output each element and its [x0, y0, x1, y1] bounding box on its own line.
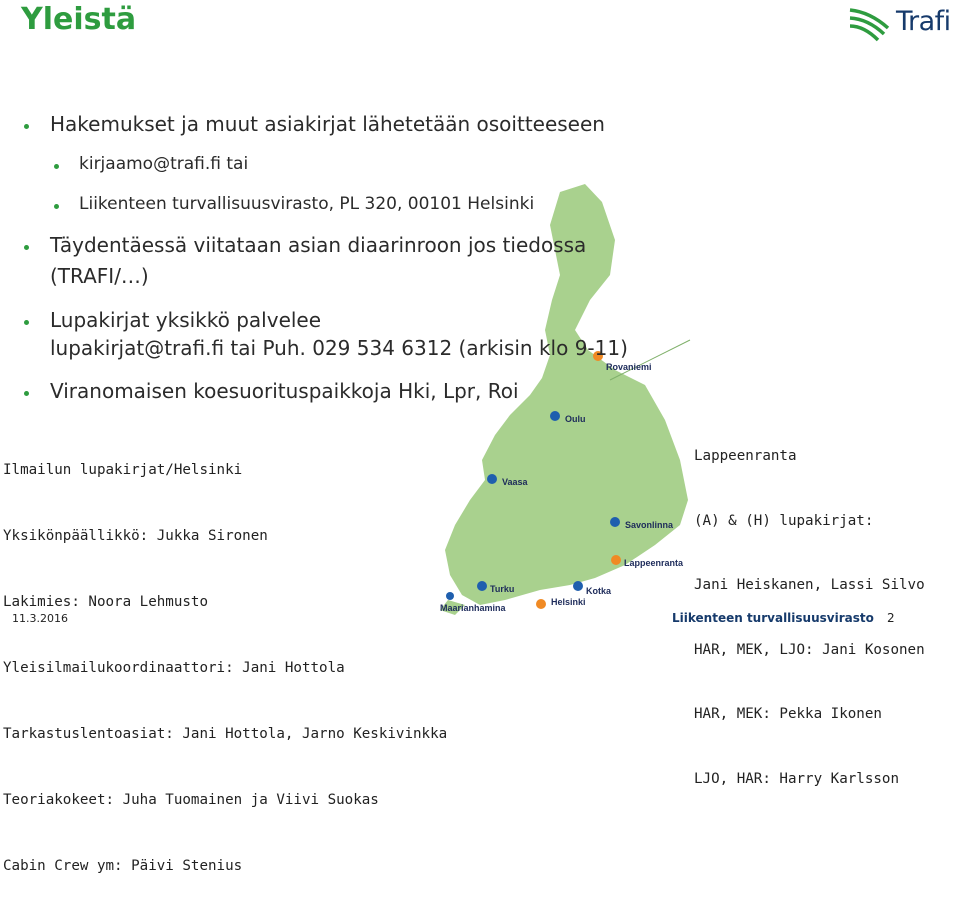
city-turku: Turku [490, 584, 515, 594]
contact-line: Lakimies: Noora Lehmusto [3, 594, 208, 610]
contact-line: Tarkastuslentoasiat: Jani Hottola, Jarno Keskivinkka [3, 726, 448, 742]
contact-line: Jani Heiskanen, Lassi Silvo [694, 577, 925, 593]
savonlinna-marker [610, 517, 620, 527]
lappeenranta-marker [611, 555, 621, 565]
city-vaasa: Vaasa [502, 477, 528, 487]
helsinki-contacts [3, 415, 447, 899]
bullet-item: Hakemukset ja muut asiakirjat lähetetään osoitteeseen [50, 112, 605, 136]
city-savonlinna: Savonlinna [625, 520, 674, 530]
turku-marker [477, 581, 487, 591]
contact-line: Yleisilmailukoordinaattori: Jani Hottola [3, 660, 345, 676]
contact-line: (A) & (H) lupakirjat: [694, 512, 874, 529]
kotka-marker [573, 581, 583, 591]
bullet-item: Lupakirjat yksikkö palvelee [50, 308, 322, 332]
footer-organization: Liikenteen turvallisuusvirasto [672, 611, 874, 625]
bullet-dot [24, 320, 29, 325]
logo-text: Trafi [896, 6, 951, 37]
contact-line: Lappeenranta [694, 448, 797, 464]
bullet-dot [54, 204, 59, 209]
contact-line: Ilmailun lupakirjat/Helsinki [3, 462, 243, 478]
contact-line: HAR, MEK, LJO: Jani Kosonen [694, 641, 925, 658]
bullet-dot [24, 391, 29, 396]
contact-line: Cabin Crew ym: Päivi Stenius [3, 858, 243, 874]
vaasa-marker [487, 474, 497, 484]
contact-line: Yksikönpäällikkö: Jukka Sironen [3, 528, 268, 544]
city-kotka: Kotka [586, 586, 612, 596]
bullet-item-continued: (TRAFI/…) [50, 264, 149, 288]
bullet-dot [54, 164, 59, 169]
contact-line: LJO, HAR: Harry Karlsson [694, 770, 899, 787]
bullet-subitem: Liikenteen turvallisuusvirasto, PL 320, 00101 Helsinki [79, 194, 535, 214]
bullet-item: Täydentäessä viitataan asian diaarinroon jos tiedossa [50, 233, 587, 257]
city-helsinki: Helsinki [551, 597, 586, 607]
bullet-subitem: kirjaamo@trafi.fi tai [79, 154, 249, 174]
footer-page-number: 2 [887, 611, 895, 625]
bullet-item-continued: lupakirjat@trafi.fi tai Puh. 029 534 6312 (arkisin klo 9-11) [50, 336, 628, 360]
city-rovaniemi: Rovaniemi [606, 362, 652, 372]
bullet-dot [24, 245, 29, 250]
contact-line: HAR, MEK: Pekka Ikonen [694, 706, 882, 722]
city-maarianhamina: Maarianhamina [440, 603, 506, 613]
maarianhamina-marker [446, 592, 454, 600]
contact-line: Teoriakokeet: Juha Tuomainen ja Viivi Suokas [3, 792, 379, 808]
city-oulu: Oulu [565, 414, 586, 424]
helsinki-marker [536, 599, 546, 609]
bullet-dot [24, 124, 29, 129]
city-lappeenranta: Lappeenranta [624, 558, 684, 568]
slide-title: Yleistä [21, 2, 137, 37]
oulu-marker [550, 411, 560, 421]
bullet-item: Viranomaisen koesuorituspaikkoja Hki, Lpr, Roi [50, 379, 519, 403]
lappeenranta-contacts [694, 403, 925, 812]
footer-date: 11.3.2016 [12, 612, 68, 625]
